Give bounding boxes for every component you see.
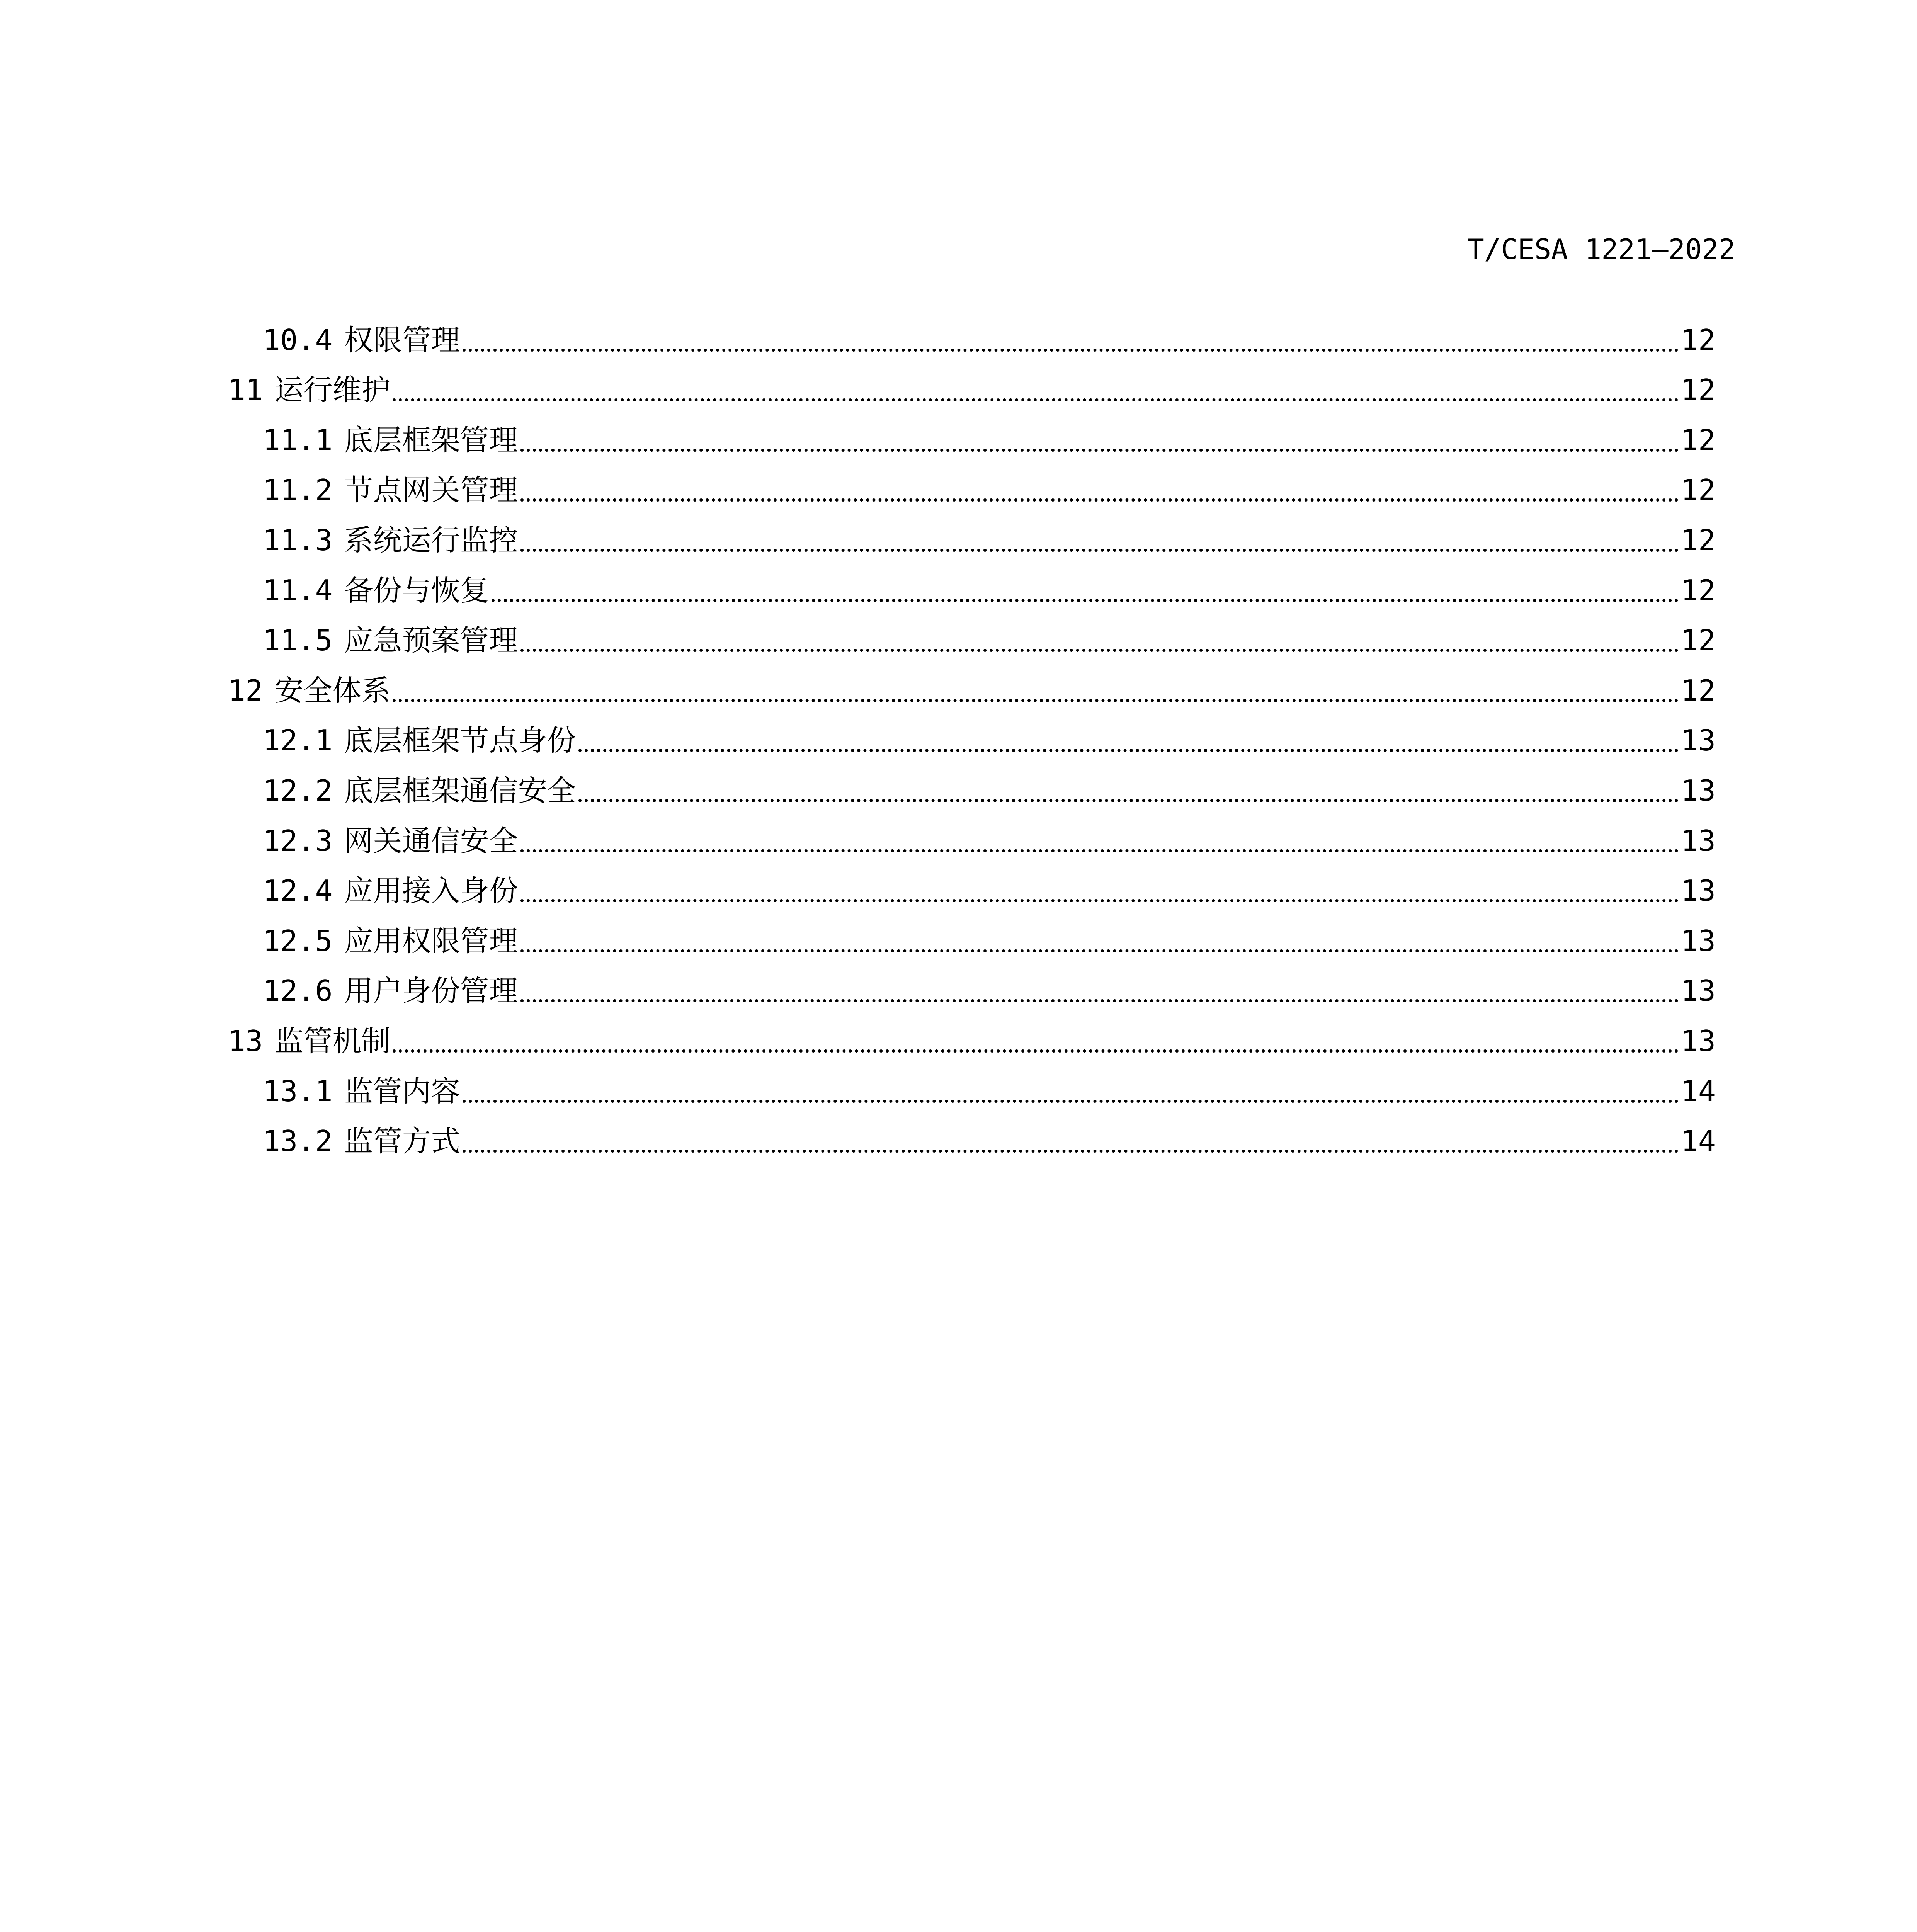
- table-of-contents: [228, 309, 1716, 1160]
- dot-leader: [520, 949, 1679, 952]
- toc-entry[interactable]: [228, 1111, 1716, 1161]
- toc-entry-page: 13: [1681, 874, 1716, 908]
- toc-entry[interactable]: [228, 860, 1716, 910]
- toc-entry-number: 11.2: [263, 473, 333, 507]
- toc-entry-title: 系统运行监控: [344, 523, 518, 557]
- toc-entry-title: 权限管理: [344, 323, 460, 357]
- toc-entry-page: 12: [1681, 523, 1716, 557]
- toc-entry-page: 12: [1681, 623, 1716, 658]
- toc-entry[interactable]: [228, 910, 1716, 960]
- toc-entry-title: 节点网关管理: [344, 473, 518, 507]
- toc-entry-page: 12: [1681, 473, 1716, 507]
- toc-entry-page: 14: [1681, 1074, 1716, 1108]
- toc-entry-page: 12: [1681, 373, 1716, 407]
- toc-entry[interactable]: [228, 359, 1716, 410]
- toc-entry-title: 备份与恢复: [344, 573, 489, 607]
- toc-entry[interactable]: [228, 560, 1716, 610]
- toc-entry-title: 监管内容: [344, 1074, 460, 1108]
- toc-entry-number: 11.3: [263, 523, 333, 557]
- toc-entry-title: 监管机制: [274, 1024, 391, 1058]
- toc-entry[interactable]: [228, 309, 1716, 359]
- dot-leader: [520, 449, 1679, 452]
- toc-entry-page: 13: [1681, 974, 1716, 1008]
- dot-leader: [520, 899, 1679, 902]
- toc-entry-number: 11.4: [263, 573, 333, 607]
- toc-entry-title: 网关通信安全: [344, 823, 518, 858]
- toc-entry[interactable]: [228, 409, 1716, 459]
- dot-leader: [520, 849, 1679, 852]
- toc-entry[interactable]: [228, 710, 1716, 760]
- toc-entry[interactable]: [228, 1010, 1716, 1060]
- toc-entry-number: 11: [228, 373, 263, 407]
- dot-leader: [463, 1150, 1679, 1153]
- toc-entry-page: 12: [1681, 423, 1716, 457]
- dot-leader: [393, 1049, 1678, 1053]
- toc-entry-title: 应急预案管理: [344, 623, 518, 658]
- toc-entry-page: 13: [1681, 923, 1716, 958]
- standard-code: T/CESA 1221—2022: [1467, 233, 1735, 265]
- toc-entry-number: 11.1: [263, 423, 333, 457]
- dot-leader: [520, 549, 1679, 552]
- toc-entry[interactable]: [228, 459, 1716, 510]
- toc-entry-number: 12.6: [263, 974, 333, 1008]
- dot-leader: [520, 999, 1679, 1002]
- toc-entry-title: 应用权限管理: [344, 923, 518, 958]
- toc-entry-page: 14: [1681, 1124, 1716, 1158]
- toc-entry-title: 运行维护: [274, 373, 391, 407]
- toc-entry[interactable]: [228, 960, 1716, 1010]
- toc-entry-title: 底层框架节点身份: [344, 723, 576, 758]
- toc-entry[interactable]: [228, 509, 1716, 560]
- toc-entry-page: 13: [1681, 723, 1716, 758]
- dot-leader: [393, 699, 1678, 702]
- dot-leader: [492, 599, 1679, 602]
- toc-entry-page: 13: [1681, 773, 1716, 808]
- toc-entry-number: 12: [228, 673, 263, 707]
- toc-entry-title: 底层框架管理: [344, 423, 518, 457]
- toc-entry-title: 底层框架通信安全: [344, 773, 576, 808]
- toc-entry-title: 安全体系: [274, 673, 391, 707]
- toc-entry[interactable]: [228, 610, 1716, 660]
- toc-entry-page: 13: [1681, 1024, 1716, 1058]
- toc-entry-number: 13.1: [263, 1074, 333, 1108]
- toc-entry[interactable]: [228, 660, 1716, 710]
- toc-entry[interactable]: [228, 1060, 1716, 1111]
- toc-entry-title: 用户身份管理: [344, 974, 518, 1008]
- toc-entry-number: 13: [228, 1024, 263, 1058]
- toc-entry-number: 10.4: [263, 323, 333, 357]
- toc-entry[interactable]: [228, 760, 1716, 810]
- toc-entry-page: 13: [1681, 823, 1716, 858]
- dot-leader: [578, 749, 1679, 752]
- dot-leader: [463, 349, 1679, 352]
- toc-entry-number: 12.4: [263, 874, 333, 908]
- toc-entry-title: 应用接入身份: [344, 874, 518, 908]
- toc-entry-page: 12: [1681, 573, 1716, 607]
- dot-leader: [393, 398, 1678, 401]
- toc-entry-number: 11.5: [263, 623, 333, 658]
- toc-entry-title: 监管方式: [344, 1124, 460, 1158]
- toc-entry-number: 12.1: [263, 723, 333, 758]
- dot-leader: [520, 498, 1679, 502]
- toc-entry-number: 12.5: [263, 923, 333, 958]
- toc-entry-number: 12.3: [263, 823, 333, 858]
- dot-leader: [463, 1100, 1679, 1103]
- toc-entry-number: 13.2: [263, 1124, 333, 1158]
- dot-leader: [578, 799, 1679, 802]
- toc-entry-number: 12.2: [263, 773, 333, 808]
- toc-entry[interactable]: [228, 810, 1716, 860]
- toc-entry-page: 12: [1681, 673, 1716, 707]
- dot-leader: [520, 649, 1679, 652]
- toc-entry-page: 12: [1681, 323, 1716, 357]
